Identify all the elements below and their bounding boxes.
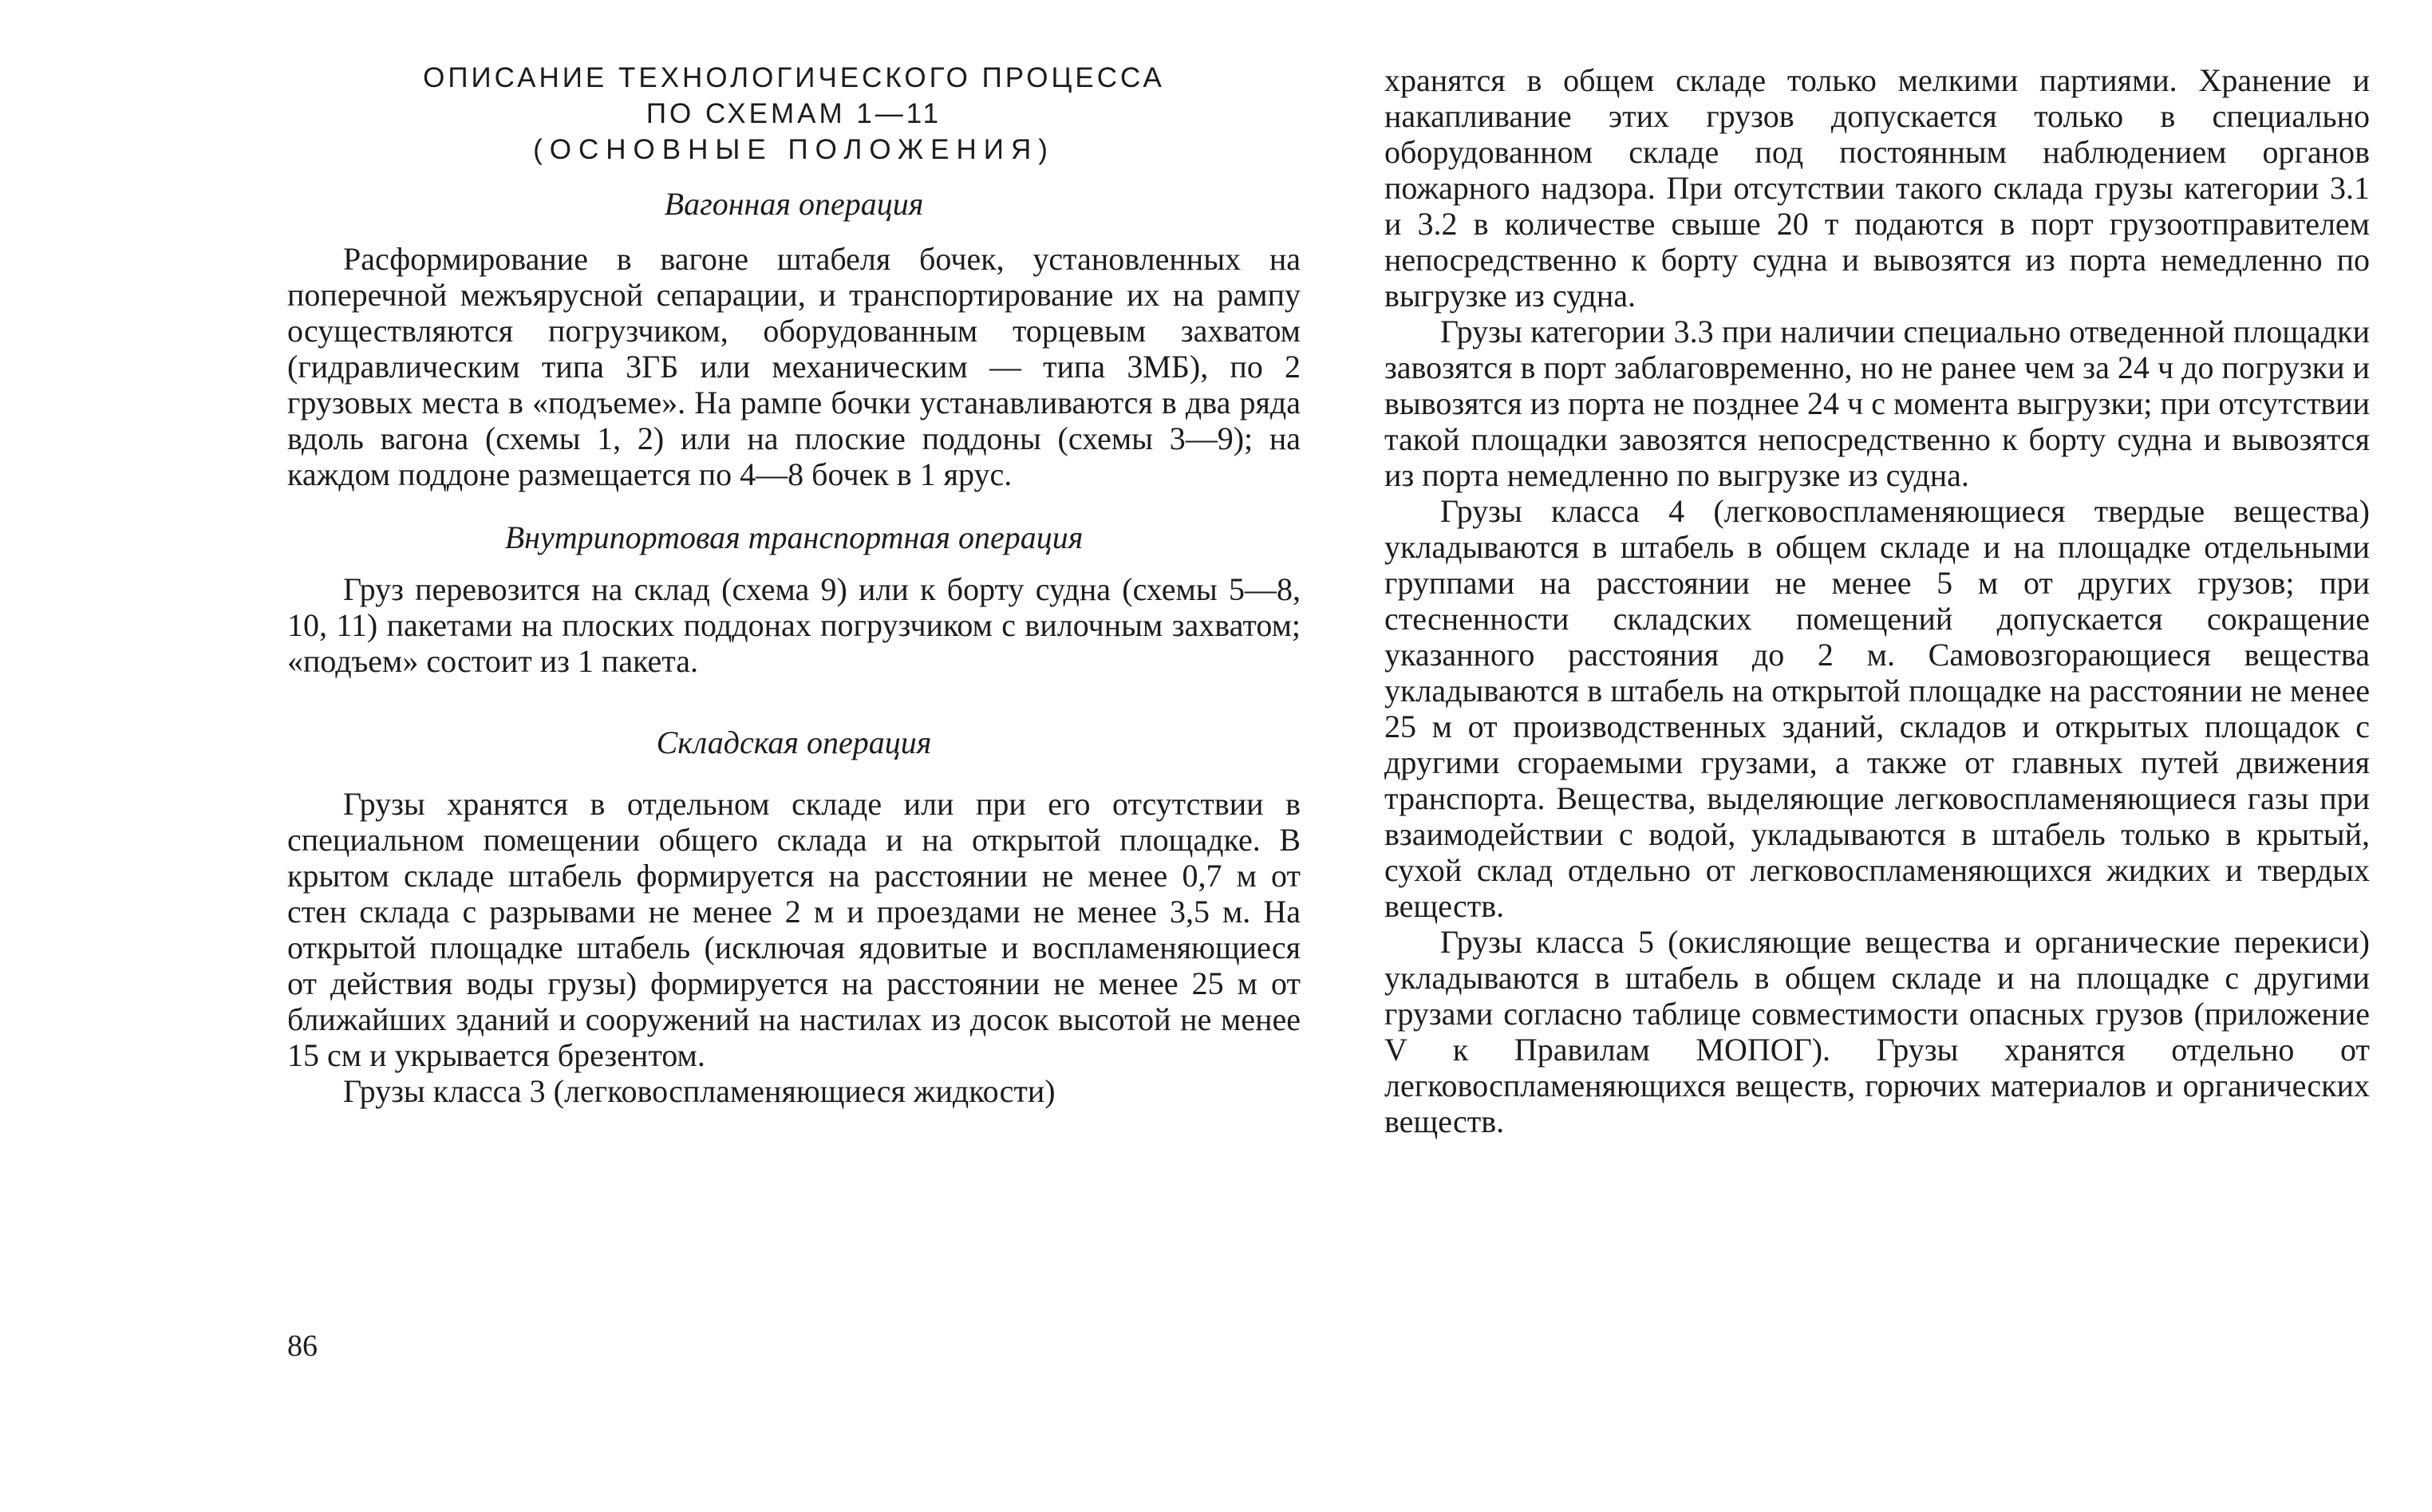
paragraph-class5: Грузы класса 5 (окисляющие вещества и органические перекиси) укладываются в штабель в общем складе и на площадке с другими грузами согласно таблице совместимости опасных грузов (приложение V к Правилам МОПОГ). Грузы хранятся отдельно от легковоспламеняющихся веществ, горючих материалов и органических веществ. — [1384, 924, 2370, 1139]
section-title-wagon: Вагонная операция — [664, 186, 924, 222]
paragraph-transport-operation: Груз перевозится на склад (схема 9) или к борту судна (схемы 5—8, 10, 11) пакетами на плоских поддонах погрузчиком с вилочным захватом; «подъем» состоит из 1 пакета. — [287, 571, 1301, 679]
section-title-transport: Внутрипортовая транспортная операция — [504, 519, 1084, 555]
paragraph-class3-continued: хранятся в общем складе только мелкими партиями. Хранение и накапливание этих грузов допускается только в специально оборудованном складе под постоянным наблюдением органов пожарного надзора. При отсутствии такого склада грузы категории 3.1 и 3.2 в количестве свыше 20 т подаются в порт грузоотправителем непосредственно к борту судна и вывозятся из порта немедленно по выгрузке из судна. — [1384, 62, 2370, 314]
paragraph-class3-start: Грузы класса 3 (легковоспламеняющиеся жидкости) — [343, 1073, 1056, 1109]
page-number: 86 — [287, 1329, 318, 1363]
left-page — [287, 0, 1301, 1109]
paragraph-wagon-operation: Расформирование в вагоне штабеля бочек, установленных на поперечной межъярусной сепарации, и транспортирование их на рампу осуществляются погрузчиком, оборудованным торцевым захватом (гидравлическим типа 3ГБ или механическим — типа 3МБ), по 2 грузовых места в «подъеме». На рампе бочки устанавливаются в два ряда вдоль вагона (схемы 1, 2) или на плоские поддоны (схемы 3—9); на каждом поддоне размещается по 4—8 бочек в 1 ярус. — [287, 241, 1301, 492]
paragraph-storage-operation: Грузы хранятся в отдельном складе или при его отсутствии в специальном помещении общего склада и на открытой площадке. В крытом складе штабель формируется на расстоянии не менее 0,7 м от стен склада с разрывами не менее 2 м и проездами не менее 3,5 м. На открытой площадке штабель (исключая ядовитые и воспламеняющиеся от действия воды грузы) формируется на расстоянии не менее 25 м от ближайших зданий и сооружений на настилах из досок высотой не менее 15 см и укрывается брезентом. — [287, 786, 1301, 1073]
heading-line-1: ОПИСАНИЕ ТЕХНОЛОГИЧЕСКОГО ПРОЦЕССА — [423, 62, 1165, 93]
paragraph-class4: Грузы класса 4 (легковоспламеняющиеся твердые вещества) укладываются в штабель в общем складе и на площадке отдельными группами на расстоянии не менее 5 м от других грузов; при стесненности складских помещений допускается сокращение указанного расстояния до 2 м. Самовозгорающиеся вещества укладываются в штабель на открытой площадке на расстоянии не менее 25 м от производственных зданий, складов и открытых площадок с другими сгораемыми грузами, а также от главных путей движения транспорта. Вещества, выделяющие легковоспламеняющиеся газы при взаимодействии с водой, укладываются в штабель только в крытый, сухой склад отдельно от легковоспламеняющихся жидких и твердых веществ. — [1384, 493, 2370, 924]
paragraph-category-3-3: Грузы категории 3.3 при наличии специально отведенной площадки завозятся в порт заблаговременно, но не ранее чем за 24 ч до погрузки и вывозятся из порта не позднее 24 ч с момента выгрузки; при отсутствии такой площадки завозятся непосредственно к борту судна и вывозятся из порта немедленно по выгрузке из судна. — [1384, 314, 2370, 493]
section-title-storage: Складская операция — [656, 724, 932, 760]
heading-line-3: (ОСНОВНЫЕ ПОЛОЖЕНИЯ) — [533, 134, 1055, 165]
right-page — [1384, 0, 2370, 1139]
heading-line-2: ПО СХЕМАМ 1—11 — [646, 98, 942, 129]
